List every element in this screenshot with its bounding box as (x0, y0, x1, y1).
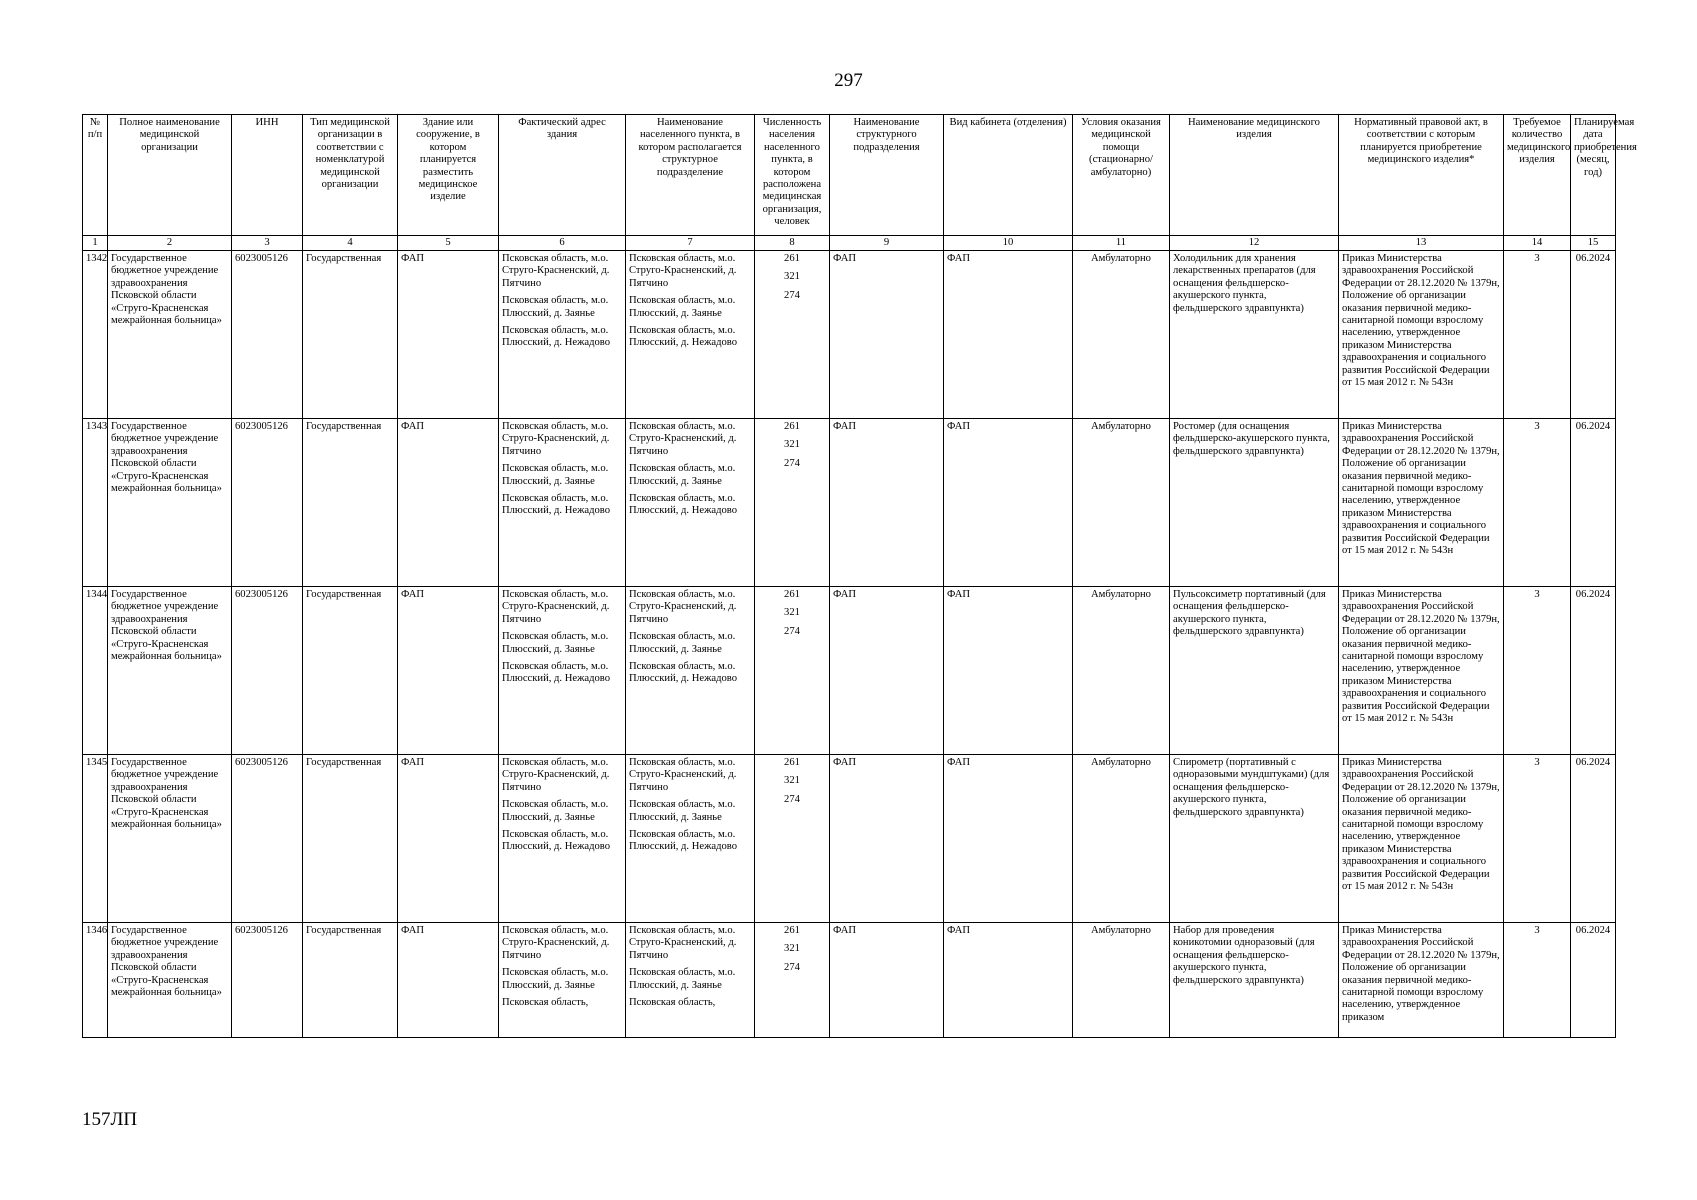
population-item: 261 (784, 421, 800, 432)
population (755, 923, 830, 1038)
col-header: № п/п (83, 115, 108, 236)
column-number-row (83, 236, 1616, 251)
care-conditions: Амбулаторно (1073, 419, 1170, 587)
row-number: 1345 (83, 755, 108, 923)
settlement-item: Псковская область, м.о. Плюсский, д. Нежадово (629, 829, 738, 853)
address (499, 755, 626, 923)
cabinet-type: ФАП (944, 587, 1073, 755)
table-row (83, 251, 1616, 419)
col-header: Нормативный правовой акт, в соответствии с которым планируется приобретение медицинского изделия* (1339, 115, 1504, 236)
equipment-table (82, 114, 1637, 1038)
table-row (83, 587, 1616, 755)
inn: 6023005126 (232, 251, 303, 419)
org-name: Государственное бюджетное учреждение здравоохранения Псковской области «Струго-Красненская межрайонная больница» (108, 419, 232, 587)
org-name: Государственное бюджетное учреждение здравоохранения Псковской области «Струго-Красненская межрайонная больница» (108, 755, 232, 923)
device-name: Холодильник для хранения лекарственных препаратов (для оснащения фельдшерско-акушерского пункта, фельдшерского здравпункта) (1170, 251, 1339, 419)
address-item: Псковская область, м.о. Струго-Красненский, д. Пятчино (502, 253, 610, 289)
col-number: 6 (499, 236, 626, 251)
settlement-item: Псковская область, м.о. Плюсский, д. Заянье (629, 631, 736, 655)
address-item: Псковская область, м.о. Плюсский, д. Заянье (502, 463, 609, 487)
population (755, 419, 830, 587)
settlement (626, 755, 755, 923)
settlement-item: Псковская область, м.о. Плюсский, д. Нежадово (629, 493, 738, 517)
settlement-item: Псковская область, м.о. Плюсский, д. Нежадово (629, 661, 738, 685)
address-item: Псковская область, м.о. Плюсский, д. Нежадово (502, 661, 611, 685)
col-header: Полное наименование медицинской организации (108, 115, 232, 236)
purchase-date: 06.2024 (1571, 419, 1616, 587)
settlement-item: Псковская область, м.о. Плюсский, д. Заянье (629, 799, 736, 823)
purchase-date: 06.2024 (1571, 923, 1616, 1038)
cabinet-type: ФАП (944, 923, 1073, 1038)
col-header: Условия оказания медицинской помощи (стационарно/ амбулаторно) (1073, 115, 1170, 236)
org-type: Государственная (303, 587, 398, 755)
inn: 6023005126 (232, 755, 303, 923)
address-item: Псковская область, м.о. Струго-Красненский, д. Пятчино (502, 757, 610, 793)
address-item: Псковская область, м.о. Струго-Красненский, д. Пятчино (502, 925, 610, 961)
population-item: 261 (784, 589, 800, 600)
population-item: 261 (784, 757, 800, 768)
table-body (83, 251, 1616, 1038)
inn: 6023005126 (232, 923, 303, 1038)
settlement-item: Псковская область, м.о. Струго-Красненский, д. Пятчино (629, 925, 737, 961)
address-item: Псковская область, м.о. Струго-Красненский, д. Пятчино (502, 421, 610, 457)
row-number: 1344 (83, 587, 108, 755)
org-type: Государственная (303, 923, 398, 1038)
col-header: Планируемая дата приобретения (месяц, год) (1571, 115, 1616, 236)
address (499, 923, 626, 1038)
col-header: Здание или сооружение, в котором планируется разместить медицинское изделие (398, 115, 499, 236)
structural-unit: ФАП (830, 587, 944, 755)
population-item: 321 (784, 271, 800, 283)
org-name: Государственное бюджетное учреждение здравоохранения Псковской области «Струго-Красненская межрайонная больница» (108, 923, 232, 1038)
purchase-date: 06.2024 (1571, 587, 1616, 755)
address (499, 587, 626, 755)
quantity: 3 (1504, 923, 1571, 1038)
population (755, 587, 830, 755)
care-conditions: Амбулаторно (1073, 755, 1170, 923)
building: ФАП (398, 923, 499, 1038)
building: ФАП (398, 251, 499, 419)
col-number: 13 (1339, 236, 1504, 251)
col-number: 2 (108, 236, 232, 251)
population-item: 261 (784, 253, 800, 264)
row-number: 1342 (83, 251, 108, 419)
settlement-item: Псковская область, м.о. Струго-Красненский, д. Пятчино (629, 757, 737, 793)
population-item: 261 (784, 925, 800, 936)
col-number: 15 (1571, 236, 1616, 251)
col-number: 14 (1504, 236, 1571, 251)
settlement-item: Псковская область, м.о. Струго-Красненский, д. Пятчино (629, 253, 737, 289)
care-conditions: Амбулаторно (1073, 251, 1170, 419)
col-number: 11 (1073, 236, 1170, 251)
col-header: Фактический адрес здания (499, 115, 626, 236)
cabinet-type: ФАП (944, 251, 1073, 419)
org-type: Государственная (303, 419, 398, 587)
row-number: 1346 (83, 923, 108, 1038)
org-name: Государственное бюджетное учреждение здравоохранения Псковской области «Струго-Красненская межрайонная больница» (108, 251, 232, 419)
population-item: 274 (784, 625, 800, 637)
structural-unit: ФАП (830, 755, 944, 923)
col-number: 7 (626, 236, 755, 251)
legal-act: Приказ Министерства здравоохранения Российской Федерации от 28.12.2020 № 1379н, Положение об организации оказания первичной медико-санитарной помощи взрослому населению, утвержденное приказом Министерства здравоохранения и социального развития Российской Федерации от 15 мая 2012 г. № 543н (1339, 419, 1504, 587)
address-item: Псковская область, м.о. Плюсский, д. Заянье (502, 295, 609, 319)
purchase-date: 06.2024 (1571, 755, 1616, 923)
settlement-item: Псковская область, м.о. Плюсский, д. Заянье (629, 463, 736, 487)
legal-act: Приказ Министерства здравоохранения Российской Федерации от 28.12.2020 № 1379н, Положение об организации оказания первичной медико-санитарной помощи взрослому населению, утвержденное приказом (1339, 923, 1504, 1038)
settlement-item: Псковская область, м.о. Струго-Красненский, д. Пятчино (629, 589, 737, 625)
address-item: Псковская область, м.о. Плюсский, д. Нежадово (502, 493, 611, 517)
settlement-item: Псковская область, (629, 997, 716, 1009)
population-item: 274 (784, 961, 800, 973)
population-item: 274 (784, 793, 800, 805)
building: ФАП (398, 419, 499, 587)
col-header: Наименование медицинского изделия (1170, 115, 1339, 236)
col-number: 10 (944, 236, 1073, 251)
col-number: 1 (83, 236, 108, 251)
settlement-item: Псковская область, м.о. Струго-Красненский, д. Пятчино (629, 421, 737, 457)
legal-act: Приказ Министерства здравоохранения Российской Федерации от 28.12.2020 № 1379н, Положение об организации оказания первичной медико-санитарной помощи взрослому населению, утвержденное приказом Министерства здравоохранения и социального развития Российской Федерации от 15 мая 2012 г. № 543н (1339, 251, 1504, 419)
settlement (626, 923, 755, 1038)
device-name: Набор для проведения коникотомии одноразовый (для оснащения фельдшерско-акушерского пункта, фельдшерского здравпункта) (1170, 923, 1339, 1038)
population-item: 321 (784, 943, 800, 955)
structural-unit: ФАП (830, 419, 944, 587)
address-item: Псковская область, м.о. Плюсский, д. Заянье (502, 631, 609, 655)
cabinet-type: ФАП (944, 755, 1073, 923)
purchase-date: 06.2024 (1571, 251, 1616, 419)
address-item: Псковская область, м.о. Плюсский, д. Нежадово (502, 829, 611, 853)
address (499, 419, 626, 587)
col-number: 9 (830, 236, 944, 251)
settlement (626, 587, 755, 755)
quantity: 3 (1504, 419, 1571, 587)
device-name: Пульсоксиметр портативный (для оснащения фельдшерско-акушерского пункта, фельдшерского здравпункта) (1170, 587, 1339, 755)
quantity: 3 (1504, 251, 1571, 419)
address-item: Псковская область, м.о. Плюсский, д. Заянье (502, 967, 609, 991)
quantity: 3 (1504, 587, 1571, 755)
legal-act: Приказ Министерства здравоохранения Российской Федерации от 28.12.2020 № 1379н, Положение об организации оказания первичной медико-санитарной помощи взрослому населению, утвержденное приказом Министерства здравоохранения и социального развития Российской Федерации от 15 мая 2012 г. № 543н (1339, 587, 1504, 755)
col-header: Наименование структурного подразделения (830, 115, 944, 236)
col-number: 4 (303, 236, 398, 251)
col-number: 3 (232, 236, 303, 251)
quantity: 3 (1504, 755, 1571, 923)
care-conditions: Амбулаторно (1073, 923, 1170, 1038)
population (755, 251, 830, 419)
structural-unit: ФАП (830, 923, 944, 1038)
settlement-item: Псковская область, м.о. Плюсский, д. Заянье (629, 295, 736, 319)
table-row (83, 419, 1616, 587)
col-number: 8 (755, 236, 830, 251)
population-item: 274 (784, 457, 800, 469)
address-item: Псковская область, (502, 997, 589, 1009)
inn: 6023005126 (232, 419, 303, 587)
device-name: Ростомер (для оснащения фельдшерско-акушерского пункта, фельдшерского здравпункта) (1170, 419, 1339, 587)
building: ФАП (398, 587, 499, 755)
building: ФАП (398, 755, 499, 923)
address-item: Псковская область, м.о. Плюсский, д. Нежадово (502, 325, 611, 349)
settlement-item: Псковская область, м.о. Плюсский, д. Заянье (629, 967, 736, 991)
org-name: Государственное бюджетное учреждение здравоохранения Псковской области «Струго-Красненская межрайонная больница» (108, 587, 232, 755)
settlement-item: Псковская область, м.о. Плюсский, д. Нежадово (629, 325, 738, 349)
care-conditions: Амбулаторно (1073, 587, 1170, 755)
header-row (83, 115, 1616, 236)
device-name: Спирометр (портативный с одноразовыми мундштуками) (для оснащения фельдшерско-акушерского пункта, фельдшерского здравпункта) (1170, 755, 1339, 923)
population-item: 274 (784, 289, 800, 301)
cabinet-type: ФАП (944, 419, 1073, 587)
col-header: Требуемое количество медицинского изделия (1504, 115, 1571, 236)
table-row (83, 923, 1616, 1038)
col-header: Наименование населенного пункта, в котором располагается структурное подразделение (626, 115, 755, 236)
table-row (83, 755, 1616, 923)
col-header: Тип медицинской организации в соответствии с номенклатурой медицинской организации (303, 115, 398, 236)
address-item: Псковская область, м.о. Плюсский, д. Заянье (502, 799, 609, 823)
address (499, 251, 626, 419)
col-header: Вид кабинета (отделения) (944, 115, 1073, 236)
settlement (626, 251, 755, 419)
address-item: Псковская область, м.о. Струго-Красненский, д. Пятчино (502, 589, 610, 625)
legal-act: Приказ Министерства здравоохранения Российской Федерации от 28.12.2020 № 1379н, Положение об организации оказания первичной медико-санитарной помощи взрослому населению, утвержденное приказом Министерства здравоохранения и социального развития Российской Федерации от 15 мая 2012 г. № 543н (1339, 755, 1504, 923)
row-number: 1343 (83, 419, 108, 587)
population-item: 321 (784, 775, 800, 787)
org-type: Государственная (303, 755, 398, 923)
col-header: Численность населения населенного пункта, в котором расположена медицинская организация, человек (755, 115, 830, 236)
col-number: 12 (1170, 236, 1339, 251)
inn: 6023005126 (232, 587, 303, 755)
footer-code: 157ЛП (82, 1109, 138, 1130)
population-item: 321 (784, 439, 800, 451)
structural-unit: ФАП (830, 251, 944, 419)
settlement (626, 419, 755, 587)
population (755, 755, 830, 923)
population-item: 321 (784, 607, 800, 619)
page-number: 297 (834, 70, 863, 91)
col-number: 5 (398, 236, 499, 251)
col-header: ИНН (232, 115, 303, 236)
org-type: Государственная (303, 251, 398, 419)
